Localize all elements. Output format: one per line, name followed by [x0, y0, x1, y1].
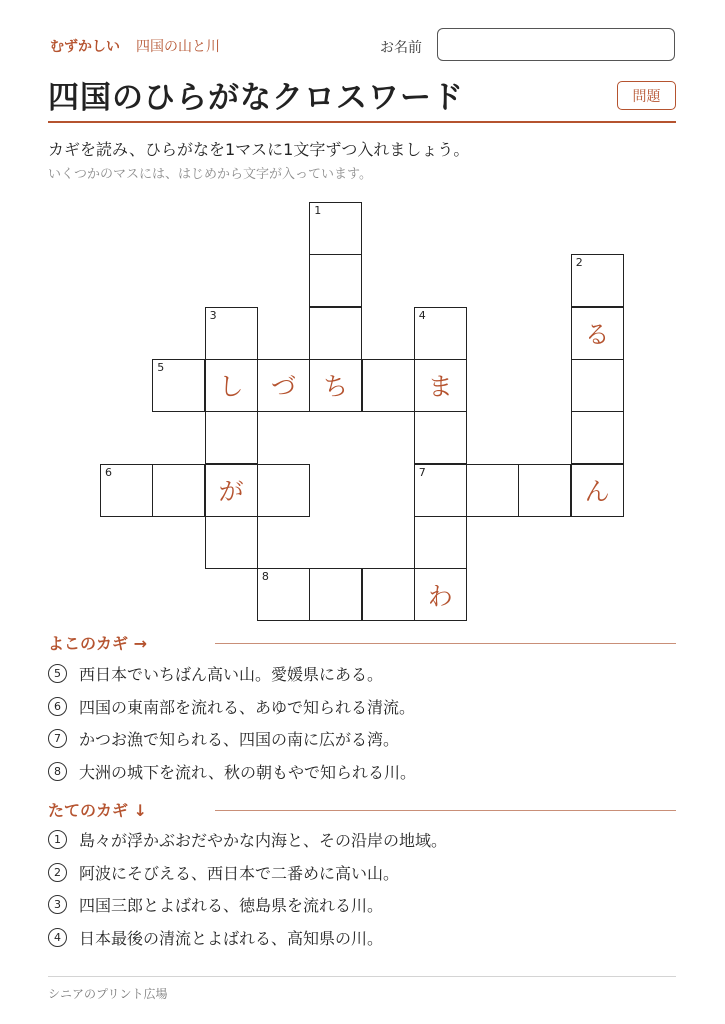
crossword-cell[interactable] — [466, 464, 519, 517]
clue-text: 大洲の城下を流れ、秋の朝もやで知られる川。 — [79, 762, 416, 782]
clue-text: 阿波にそびえる、西日本で二番めに高い山。 — [79, 863, 400, 883]
given-letter: し — [218, 372, 244, 402]
crossword-cell[interactable] — [571, 359, 624, 412]
instruction-sub: いくつかのマスには、はじめから文字が入っています。 — [48, 167, 372, 182]
crossword-cell[interactable] — [205, 411, 258, 464]
clue-text: 四国三郎とよばれる、徳島県を流れる川。 — [79, 896, 384, 915]
clue-number: 5 — [48, 664, 67, 683]
clue-number: 8 — [48, 762, 67, 781]
crossword-cell[interactable] — [257, 464, 310, 517]
cell-number: 1 — [314, 204, 322, 217]
footer-divider — [48, 976, 676, 977]
given-letter: づ — [270, 372, 296, 402]
clue-item — [48, 760, 416, 783]
crossword-cell[interactable] — [309, 254, 362, 307]
given-letter: る — [584, 320, 610, 350]
crossword-cell[interactable] — [309, 359, 362, 412]
footer-text: シニアのプリント広場 — [48, 987, 168, 1001]
difficulty-label: むずかしい — [50, 39, 120, 55]
problem-badge: 問題 — [617, 81, 676, 110]
cell-number: 7 — [418, 465, 426, 479]
crossword-cell[interactable] — [571, 464, 624, 517]
crossword-cell[interactable] — [309, 568, 362, 621]
crossword-cell[interactable] — [205, 464, 258, 517]
clue-text: 日本最後の清流とよばれる、高知県の川。 — [79, 928, 384, 948]
crossword-cell[interactable] — [100, 464, 153, 517]
clue-text: かつお漁で知られる、四国の南に広がる湾。 — [79, 730, 400, 749]
clue-item — [48, 695, 415, 718]
crossword-cell[interactable] — [414, 464, 467, 517]
clue-item — [48, 926, 383, 949]
given-letter: ま — [427, 372, 453, 402]
cell-number: 2 — [575, 256, 583, 270]
clue-item — [48, 727, 399, 750]
given-letter: わ — [427, 581, 453, 611]
clue-text: 四国の東南部を流れる、あゆで知られる清流。 — [79, 697, 416, 717]
cell-number: 6 — [105, 465, 112, 479]
crossword-cell[interactable] — [362, 359, 415, 412]
crossword-cell[interactable] — [309, 202, 362, 255]
across-heading: よこのカギ → — [48, 634, 147, 653]
clue-text: 島々が浮かぶおだやかな内海と、その沿岸の地域。 — [79, 831, 448, 850]
clue-item — [48, 893, 383, 916]
clue-text: 西日本でいちばん高い山。愛媛県にある。 — [79, 665, 384, 684]
clue-item — [48, 662, 383, 685]
name-label: お名前 — [380, 40, 422, 56]
crossword-cell[interactable] — [152, 359, 205, 412]
cell-number: 8 — [261, 570, 269, 584]
crossword-cell[interactable] — [205, 359, 258, 412]
crossword-cell[interactable] — [571, 411, 624, 464]
crossword-cell[interactable] — [414, 568, 467, 621]
header-divider — [48, 121, 676, 123]
clue-number: 2 — [48, 863, 67, 882]
crossword-cell[interactable] — [414, 359, 467, 412]
cell-number: 5 — [157, 360, 165, 374]
clue-number: 4 — [48, 928, 67, 947]
clue-number: 3 — [48, 895, 67, 914]
crossword-cell[interactable] — [257, 359, 310, 412]
crossword-cell[interactable] — [571, 254, 624, 307]
across-divider — [215, 643, 676, 644]
instruction-main: カギを読み、ひらがなを1マスに1文字ずつ入れましょう。 — [48, 140, 470, 159]
cell-number: 3 — [209, 308, 217, 322]
page-title: 四国のひらがなクロスワード — [48, 80, 464, 116]
crossword-cell[interactable] — [571, 307, 624, 360]
clue-number: 6 — [48, 697, 67, 716]
down-divider — [215, 810, 676, 811]
clue-number: 7 — [48, 729, 67, 748]
crossword-cell[interactable] — [414, 411, 467, 464]
given-letter: ち — [323, 372, 349, 402]
crossword-cell[interactable] — [518, 464, 571, 517]
crossword-cell[interactable] — [205, 516, 258, 569]
crossword-cell[interactable] — [414, 307, 467, 360]
cell-number: 4 — [418, 308, 426, 322]
crossword-cell[interactable] — [152, 464, 205, 517]
crossword-cell[interactable] — [309, 307, 362, 360]
given-letter: ん — [584, 477, 610, 506]
topic-label: 四国の山と川 — [136, 39, 220, 55]
clue-item — [48, 861, 399, 884]
crossword-cell[interactable] — [362, 568, 415, 621]
clue-item — [48, 828, 447, 851]
given-letter: が — [218, 477, 244, 506]
crossword-cell[interactable] — [205, 307, 258, 360]
name-field[interactable] — [437, 28, 675, 61]
down-heading: たてのカギ ↓ — [48, 801, 147, 820]
clue-number: 1 — [48, 830, 67, 849]
crossword-cell[interactable] — [414, 516, 467, 569]
crossword-cell[interactable] — [257, 568, 310, 621]
